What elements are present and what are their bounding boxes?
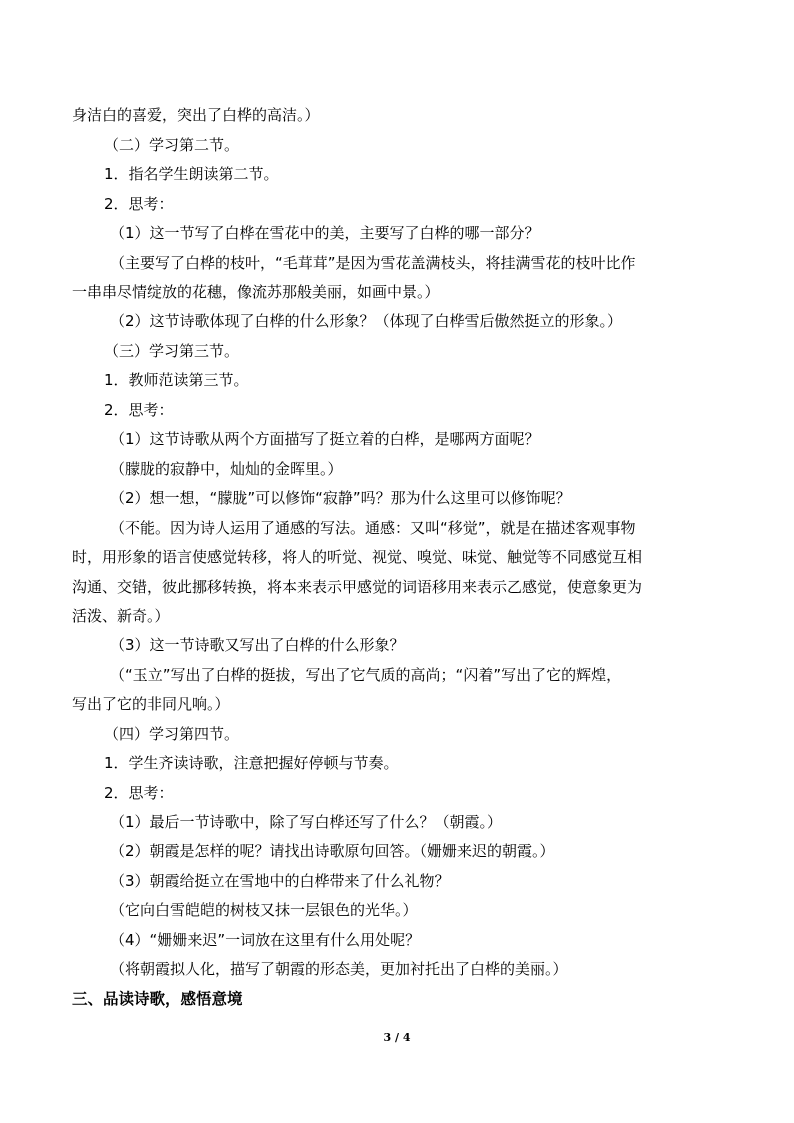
text-line: 1．教师范读第三节。	[104, 371, 249, 389]
text-line: 1．指名学生朗读第二节。	[104, 165, 279, 183]
question-line: （1）这一节写了白桦在雪花中的美，主要写了白桦的哪一部分？	[110, 224, 540, 242]
text-line: 1．学生齐读诗歌，注意把握好停顿与节奏。	[104, 754, 399, 772]
answer-line: （不能。因为诗人运用了通感的写法。通感：又叫“移觉”，就是在描述客观事物	[110, 519, 636, 537]
answer-line: （“玉立”写出了白桦的挺拔，写出了它气质的高尚；“闪着”写出了它的辉煌，	[110, 666, 622, 684]
section-subheading: （四）学习第四节。	[104, 725, 240, 743]
text-line: 2．思考：	[104, 401, 174, 419]
section-subheading: （二）学习第二节。	[104, 136, 240, 154]
question-line: （1）最后一节诗歌中，除了写白桦还写了什么？（朝霞。）	[110, 813, 503, 831]
answer-line: 沟通、交错，彼此挪移转换，将本来表示甲感觉的词语移用来表示乙感觉，使意象更为	[72, 578, 643, 596]
question-line: （2）这节诗歌体现了白桦的什么形象？（体现了白桦雪后傲然挺立的形象。）	[110, 312, 623, 330]
text-line: 2．思考：	[104, 195, 174, 213]
text-line: 身洁白的喜爱，突出了白桦的高洁。）	[72, 106, 320, 124]
answer-line: 一串串尽情绽放的花穗，像流苏那般美丽，如画中景。）	[72, 283, 440, 301]
answer-line: （它向白雪皑皑的树枝又抹一层银色的光华。）	[110, 901, 418, 919]
answer-line: （朦胧的寂静中，灿灿的金晖里。）	[110, 460, 343, 478]
answer-line: 活泼、新奇。）	[72, 607, 170, 625]
text-line: 2．思考：	[104, 784, 174, 802]
section-subheading: （三）学习第三节。	[104, 342, 240, 360]
question-line: （2）想一想，“朦胧”可以修饰“寂静”吗？那为什么这里可以修饰呢？	[110, 489, 571, 507]
question-line: （4）“姗姗来迟”一词放在这里有什么用处呢？	[110, 931, 421, 949]
answer-line: （主要写了白桦的枝叶，“毛茸茸”是因为雪花盖满枝头，将挂满雪花的枝叶比作	[110, 254, 636, 272]
question-line: （3）这一节诗歌又写出了白桦的什么形象？	[110, 636, 405, 654]
question-line: （2）朝霞是怎样的呢？请找出诗歌原句回答。（姗姗来迟的朝霞。）	[110, 842, 555, 860]
page-number: 3 / 4	[383, 1031, 411, 1044]
section-heading: 三、品读诗歌，感悟意境	[72, 990, 243, 1008]
question-line: （1）这节诗歌从两个方面描写了挺立着的白桦，是哪两方面呢？	[110, 430, 540, 448]
answer-line: 时，用形象的语言使感觉转移，将人的听觉、视觉、嗅觉、味觉、触觉等不同感觉互相	[72, 548, 643, 566]
answer-line: （将朝霞拟人化，描写了朝霞的形态美，更加衬托出了白桦的美丽。）	[110, 960, 568, 978]
answer-line: 写出了它的非同凡响。）	[72, 695, 230, 713]
question-line: （3）朝霞给挺立在雪地中的白桦带来了什么礼物？	[110, 872, 450, 890]
